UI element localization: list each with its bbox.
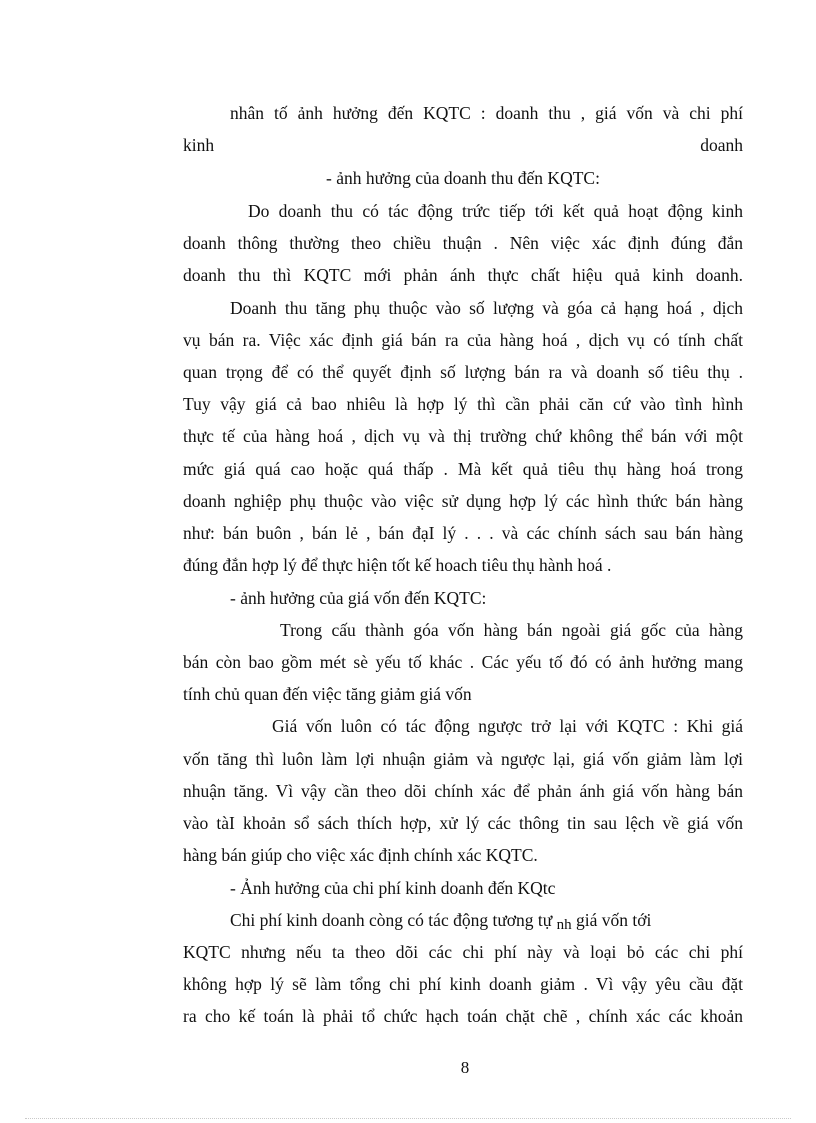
text-line: Giá vốn luôn có tác động ngược trở lại với KQTC : Khi giá [272,716,743,736]
text-line: đúng đắn hợp lý để thực hiện tốt kế hoach tiêu thụ hành hoá . [183,555,612,575]
text-line: Do doanh thu có tác động trức tiếp tới kết quả hoạt động kinh [248,201,743,221]
text-word: kinh [183,135,215,155]
text-line: vụ bán ra. Việc xác định giá bán ra của hàng hoá , dịch vụ có tính chất [183,330,743,350]
text-line: doanh thu thì KQTC mới phản ánh thực chất hiệu quả kinh doanh. [183,265,743,285]
text-line: vốn tăng thì luôn làm lợi nhuận giảm và ngược lại, giá vốn giảm làm lợi [183,749,743,769]
text-line: vào tàI khoản sổ sách thích hợp, xử lý các thông tin sau lệch về giá vốn [183,813,743,833]
text-line: Doanh thu tăng phụ thuộc vào số lượng và góa cả hạng hoá , dịch [230,298,743,318]
text-line: ra cho kế toán là phải tổ chức hạch toán chặt chẽ , chính xác các khoản [183,1006,743,1026]
text-fragment: giá vốn tới [576,910,652,930]
page-number: 8 [460,1058,470,1077]
text-fragment: nh [556,917,572,933]
footer-divider [25,1118,791,1119]
text-line: KQTC nhưng nếu ta theo dõi các chi phí này và loại bỏ các chi phí [183,942,743,962]
text-line: doanh nghiệp phụ thuộc vào việc sử dụng hợp lý các hình thức bán hàng [183,491,743,511]
text-line [183,133,743,157]
text-line: quan trọng để có thể quyết định số lượng bán ra và doanh số tiêu thụ . [183,362,743,382]
text-word: doanh [700,135,743,155]
section-heading: - ảnh hưởng của giá vốn đến KQTC: [230,588,487,608]
text-fragment: Chi phí kinh doanh còng có tác động tương tự [230,910,553,930]
text-line: nhuận tăng. Vì vậy cần theo dõi chính xác để phản ánh giá vốn hàng bán [183,781,743,801]
text-line: doanh thông thường theo chiều thuận . Nên việc xác định đúng đắn [183,233,743,253]
text-line: Trong cấu thành góa vốn hàng bán ngoài giá gốc của hàng [280,620,743,640]
text-line: thực tế của hàng hoá , dịch vụ và thị trường chứ không thể bán với một [183,426,743,446]
text-line: như: bán buôn , bán lẻ , bán đạI lý . . . và các chính sách sau bán hàng [183,523,743,543]
text-line [230,908,743,934]
text-line: tính chủ quan đến việc tăng giảm giá vốn [183,684,472,704]
section-heading: - ảnh hưởng của doanh thu đến KQTC: [326,168,600,188]
text-line: bán còn bao gồm mét sè yếu tố khác . Các yếu tố đó có ảnh hưởng mang [183,652,743,672]
text-line: không hợp lý sẽ làm tổng chi phí kinh doanh giảm . Vì vậy yêu cầu đặt [183,974,743,994]
text-line: Tuy vậy giá cả bao nhiêu là hợp lý thì cần phải căn cứ vào tình hình [183,394,743,414]
text-line: mức giá quá cao hoặc quá thấp . Mà kết quả tiêu thụ hàng hoá trong [183,459,743,479]
text-line: nhân tố ảnh hưởng đến KQTC : doanh thu , giá vốn và chi phí [230,103,743,123]
section-heading: - Ảnh hưởng của chi phí kinh doanh đến KQtc [230,878,556,898]
text-line: hàng bán giúp cho việc xác định chính xác KQTC. [183,845,538,865]
